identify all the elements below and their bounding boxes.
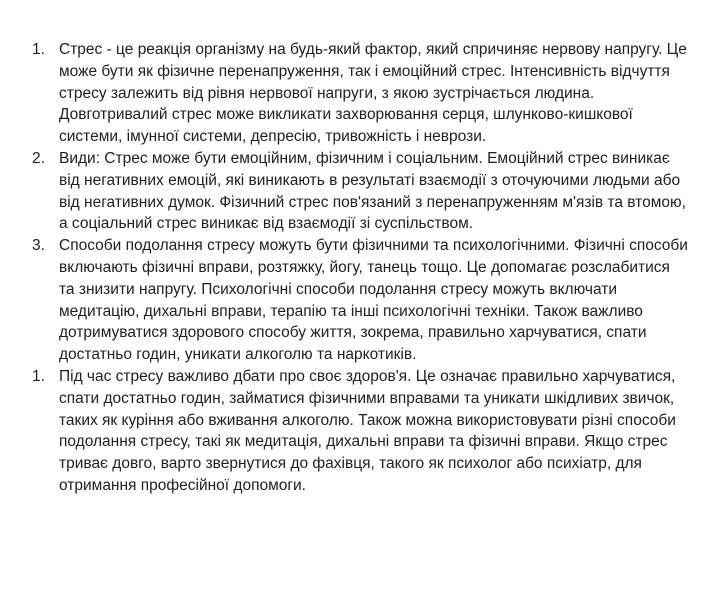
list-item-number: 1. (32, 367, 45, 385)
list-item-coping-methods (0, 235, 719, 366)
list-item-text: Під час стресу важливо дбати про своє здоров'я. Це означає правильно харчуватися, спати достатньо годин, займатися фізичними вправами та уникати шкідливих звичок, таких як куріння або вживання алкоголю. Також можна використовувати різні способи подолання стресу, такі як медитація, дихальні вправи та фізичні вправи. Якщо стрес триває довго, варто звернутися до фахівця, такого як психолог або психіатр, для отримання професійної допомоги. (59, 367, 676, 494)
list-item-number: 3. (32, 237, 45, 255)
list-item-text: Стрес - це реакція організму на будь-який фактор, який спричиняє нервову напругу. Це може бути як фізичне перенапруження, так і емоційний стрес. Інтенсивність відчуття стресу залежить від рівня нервової напруги, з якою зустрічається людина. Довготривалий стрес може викликати захворювання серця, шлунково-кишкової системи, імунної системи, депресію, тривожність і неврози. (59, 41, 687, 146)
list-item-number: 2. (32, 149, 45, 167)
list-item-stress-types (0, 148, 719, 235)
document-body (0, 39, 719, 497)
list-item-text: Види: Стрес може бути емоційним, фізичним і соціальним. Емоційний стрес виникає від негативних емоцій, які виникають в результаті взаємодії з оточуючими людьми або від негативних думок. Фізичний стрес пов'язаний з перенапруженням м'язів та втомою, а соціальний стрес виникає від взаємодії зі суспільством. (59, 149, 686, 233)
list-item-number: 1. (32, 41, 45, 58)
list-item-text: Способи подолання стресу можуть бути фізичними та психологічними. Фізичні способи включають фізичні вправи, розтяжку, йогу, танець тощо. Це допомагає розслабитися та знизити напругу. Психологічні способи подолання стресу можуть включати медитацію, дихальні вправи, терапію та інші психологічні техніки. Також важливо дотримуватися здорового способу життя, зокрема, правильно харчуватися, спати достатньо годин, уникати алкоголю та наркотиків. (59, 237, 688, 364)
list-item-health-care (0, 366, 719, 497)
list-item-stress-definition (0, 39, 719, 148)
